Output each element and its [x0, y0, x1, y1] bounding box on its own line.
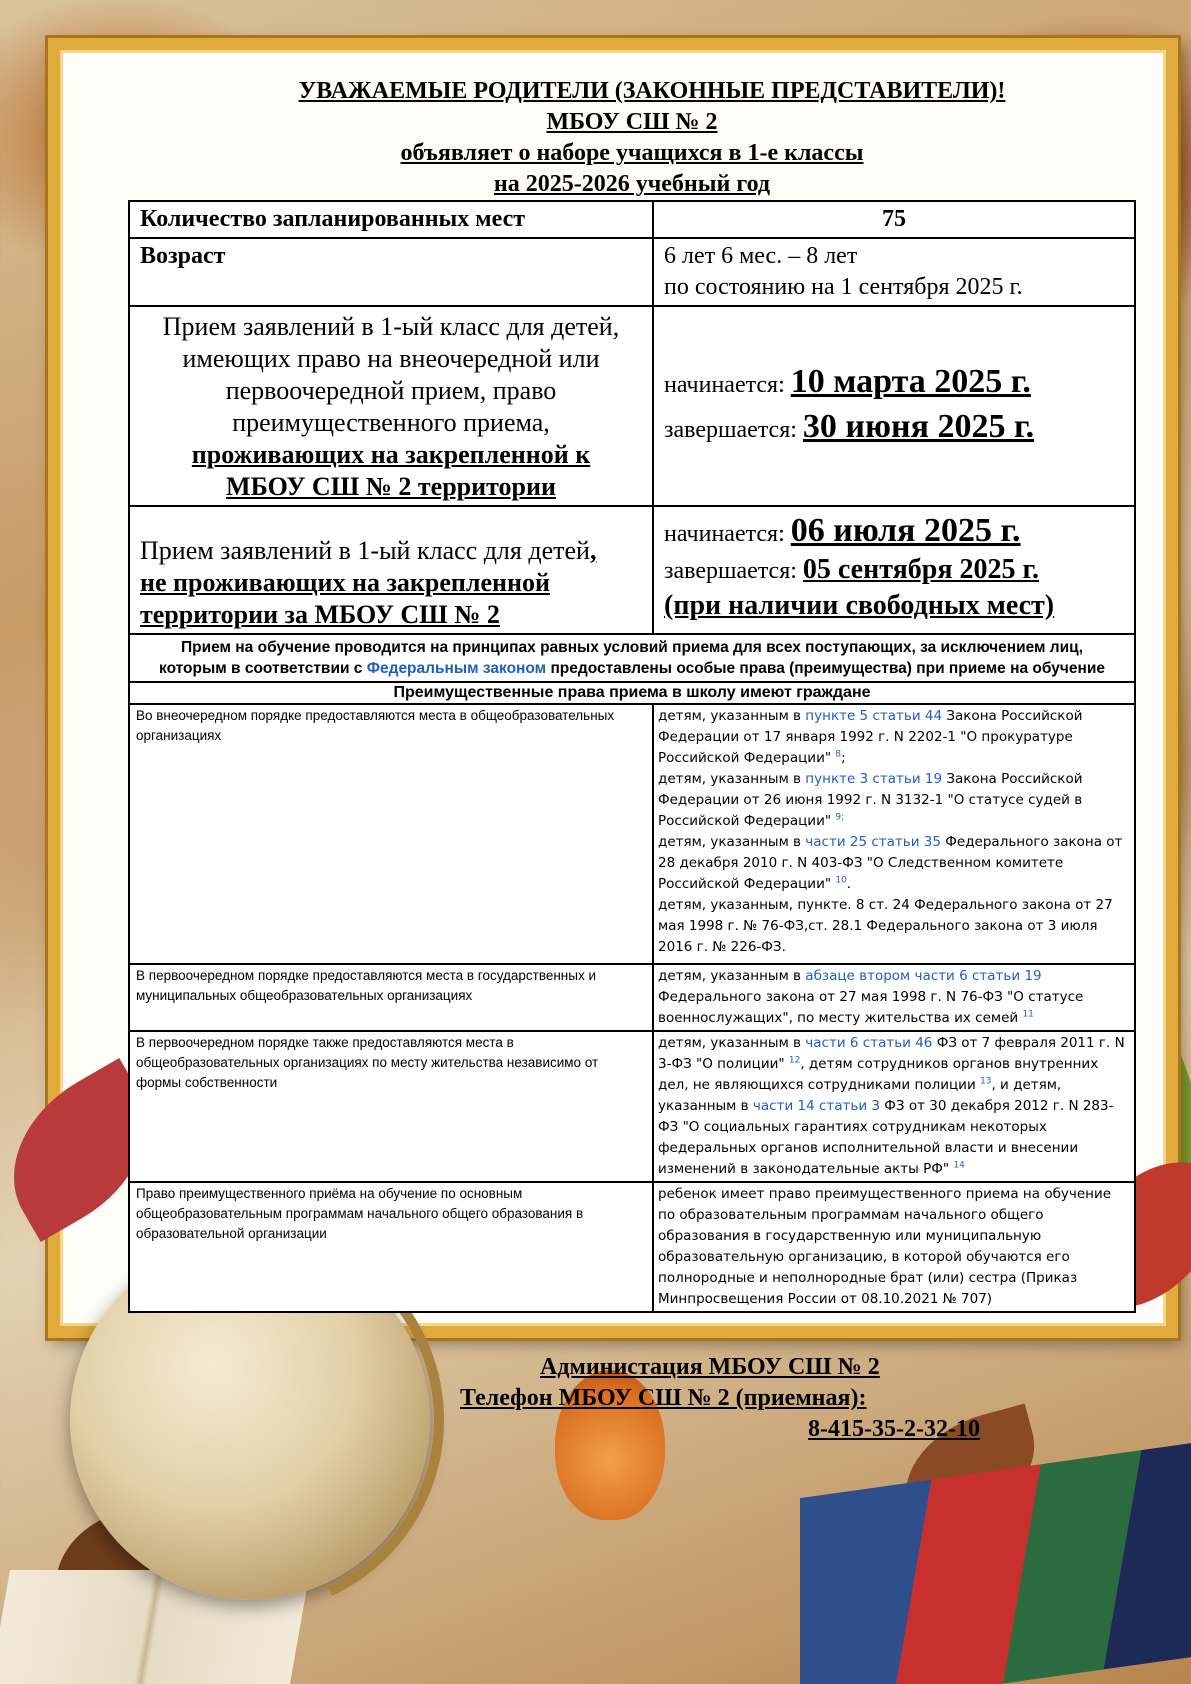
- others-line-text: Прием заявлений в 1-ый класс для детей: [140, 536, 590, 565]
- priority-line: преимущественного приема,: [232, 408, 550, 437]
- footnote-ref[interactable]: 13: [980, 1076, 992, 1087]
- rights-text: , детям сотрудников органов внутренних дел, не являющихся сотрудниками полиции: [658, 1056, 1099, 1093]
- law-link[interactable]: пункте 5 статьи 44: [805, 708, 943, 724]
- others-description: [129, 506, 653, 634]
- header-line-4: на 2025-2026 учебный год: [493, 171, 771, 197]
- rights-text: Федерального закона от 28 декабря 2010 г. N 403-ФЗ "О Следственном комитете Российской Федерации": [658, 834, 1123, 892]
- others-end-date: 05 сентября 2025 г.: [802, 554, 1040, 585]
- priority-end: [664, 406, 1124, 451]
- rights-text: ;: [841, 750, 846, 766]
- header-line-1: УВАЖАЕМЫЕ РОДИТЕЛИ (ЗАКОННЫЕ ПРЕДСТАВИТЕЛИ)!: [298, 78, 1006, 104]
- end-label: завершается:: [664, 558, 797, 584]
- rights-extraordinary-detail: [653, 704, 1135, 964]
- priority-dates: [653, 306, 1135, 506]
- rights-text: детям, указанным в: [658, 771, 806, 787]
- phone-label: Телефон МБОУ СШ № 2 (приемная):: [460, 1385, 867, 1411]
- rights-preferential-label: Право преимущественного приёма на обучение по основным общеобразовательным программам начального общего образования в образовательной организации: [129, 1182, 653, 1312]
- rights-text: детям, указанным в: [658, 834, 806, 850]
- phone-number[interactable]: 8-415-35-2-32-10: [808, 1416, 980, 1442]
- start-label: начинается:: [664, 372, 785, 398]
- rights-priority-residence-label: В первоочередном порядке также предоставляются места в общеобразовательных организациях по месту жительства независимо от формы собственности: [129, 1031, 653, 1182]
- administration-label: Администация МБОУ СШ № 2: [540, 1354, 880, 1380]
- priority-line: МБОУ СШ № 2 территории: [226, 472, 556, 501]
- header-line-3: объявляет о наборе учащихся в 1-е классы: [400, 140, 864, 166]
- rights-item: [658, 706, 1130, 769]
- rights-text: Закона Российской Федерации от 17 января 1992 г. N 2202-1 "О прокуратуре Российской Федерации": [658, 708, 1083, 766]
- table-row: [129, 201, 1135, 238]
- rights-item: [658, 832, 1130, 895]
- priority-line: Прием заявлений в 1-ый класс для детей,: [162, 312, 620, 341]
- announcement-header: [128, 76, 1136, 200]
- age-label: Возраст: [129, 238, 653, 306]
- table-row: [129, 306, 1135, 506]
- footnote-ref[interactable]: 9;: [835, 812, 845, 823]
- table-row: [129, 634, 1135, 682]
- rights-text: Закона Российской Федерации от 26 июня 1992 г. N 3132-1 "О статусе судей в Российской Федерации": [658, 771, 1083, 829]
- rights-text: Федерального закона от 27 мая 1998 г. N 76-ФЗ "О статусе военнослужащих", по месту жительства их семей: [658, 989, 1084, 1026]
- law-link[interactable]: части 14 статьи 3: [752, 1098, 881, 1114]
- rights-priority-state-detail: [653, 964, 1135, 1031]
- footnote-ref[interactable]: 11: [1022, 1009, 1034, 1020]
- priority-line: первоочередной прием, право: [225, 376, 557, 405]
- age-reference-date: по состоянию на 1 сентября 2025 г.: [664, 274, 1023, 300]
- priority-start-date: 10 марта 2025 г.: [790, 363, 1031, 400]
- footnote-ref[interactable]: 12: [788, 1055, 801, 1066]
- rights-item: [658, 769, 1130, 832]
- priority-start: [664, 361, 1124, 406]
- notice-text: предоставлены особые права (преимущества) при приеме на обучение: [546, 660, 1105, 677]
- footnote-ref[interactable]: 10: [835, 875, 847, 886]
- age-value: [653, 238, 1135, 306]
- table-row: [129, 238, 1135, 306]
- federal-law-link[interactable]: Федеральным законом: [366, 660, 547, 677]
- rights-text: детям, указанным в: [658, 1035, 806, 1051]
- others-line: территории за МБОУ СШ № 2: [140, 600, 500, 629]
- rights-text: , и детям, указанным в: [658, 1077, 1062, 1114]
- rights-priority-state-label: В первоочередном порядке предоставляются места в государственных и муниципальных общеобразовательных организациях: [129, 964, 653, 1031]
- others-dates: [653, 506, 1135, 634]
- footnote-ref[interactable]: 8: [835, 749, 842, 760]
- law-link[interactable]: части 25 статьи 35: [805, 834, 941, 850]
- header-line-2: МБОУ СШ № 2: [546, 109, 718, 135]
- places-value: 75: [653, 201, 1135, 238]
- rights-text: детям, указанным в: [658, 708, 806, 724]
- admission-table: [128, 200, 1136, 1313]
- notice-text: Прием на обучение проводится на принципах равных условий приема для всех поступающих, за исключением лиц, которым в соответствии с: [159, 639, 1084, 677]
- others-start-date: 06 июля 2025 г.: [790, 512, 1021, 549]
- footnote-ref[interactable]: 14: [953, 1160, 965, 1171]
- announcement: [128, 76, 1136, 1313]
- others-note: (при наличии свободных мест): [664, 590, 1055, 621]
- start-label: начинается:: [664, 521, 785, 547]
- rights-extraordinary-label: Во внеочередном порядке предоставляются места в общеобразовательных организациях: [129, 704, 653, 964]
- others-end: [664, 552, 1124, 589]
- rights-text: детям, указанным в: [658, 968, 806, 984]
- rights-item: детям, указанным, пункте. 8 ст. 24 Федерального закона от 27 мая 1998 г. № 76-ФЗ,ст. 28.1 Федерального закона от 3 июля 2016 г. № 226-ФЗ.: [658, 897, 1113, 955]
- law-link[interactable]: пункте 3 статьи 19: [805, 771, 943, 787]
- table-row: [129, 964, 1135, 1031]
- places-label: Количество запланированных мест: [129, 201, 653, 238]
- others-line: не проживающих на закрепленной: [140, 568, 550, 597]
- age-range: 6 лет 6 мес. – 8 лет: [664, 243, 858, 269]
- rights-text: ФЗ от 7 февраля 2011 г. N 3-ФЗ "О полиции": [658, 1035, 1125, 1072]
- priority-line: проживающих на закрепленной к: [191, 440, 591, 469]
- rights-text: .: [846, 876, 852, 892]
- rights-priority-residence-detail: [653, 1031, 1135, 1182]
- equal-conditions-notice: [129, 634, 1135, 682]
- rights-header: Преимущественные права приема в школу имеют граждане: [129, 682, 1135, 704]
- priority-line: имеющих право на внеочередной или: [182, 344, 600, 373]
- books-illustration: [800, 1442, 1191, 1684]
- table-row: [129, 682, 1135, 704]
- table-row: [129, 704, 1135, 964]
- rights-text: ФЗ от 30 декабря 2012 г. N 283-ФЗ "О социальных гарантиях сотрудникам некоторых федеральных органов исполнительной власти и внесении изменений в законодательные акты РФ": [658, 1098, 1114, 1177]
- table-row: [129, 1182, 1135, 1312]
- law-link[interactable]: абзаце втором части 6 статьи 19: [805, 968, 1042, 984]
- priority-description: [129, 306, 653, 506]
- end-label: завершается:: [664, 417, 797, 443]
- law-link[interactable]: части 6 статьи 46: [805, 1035, 933, 1051]
- contacts-footer: [460, 1352, 980, 1445]
- rights-preferential-detail: ребенок имеет право преимущественного приема на обучение по образовательным программам начального общего образования в государственную или муниципальную образовательную организацию, в которой обучаются его полнородные и неполнородные брат (или) сестра (Приказ Минпросвещения России от 08.10.2021 № 707): [653, 1182, 1135, 1312]
- others-start: [664, 513, 1124, 552]
- others-line: [140, 535, 642, 567]
- others-comma: ,: [589, 536, 597, 565]
- table-row: [129, 1031, 1135, 1182]
- priority-end-date: 30 июня 2025 г.: [802, 408, 1035, 445]
- table-row: [129, 506, 1135, 634]
